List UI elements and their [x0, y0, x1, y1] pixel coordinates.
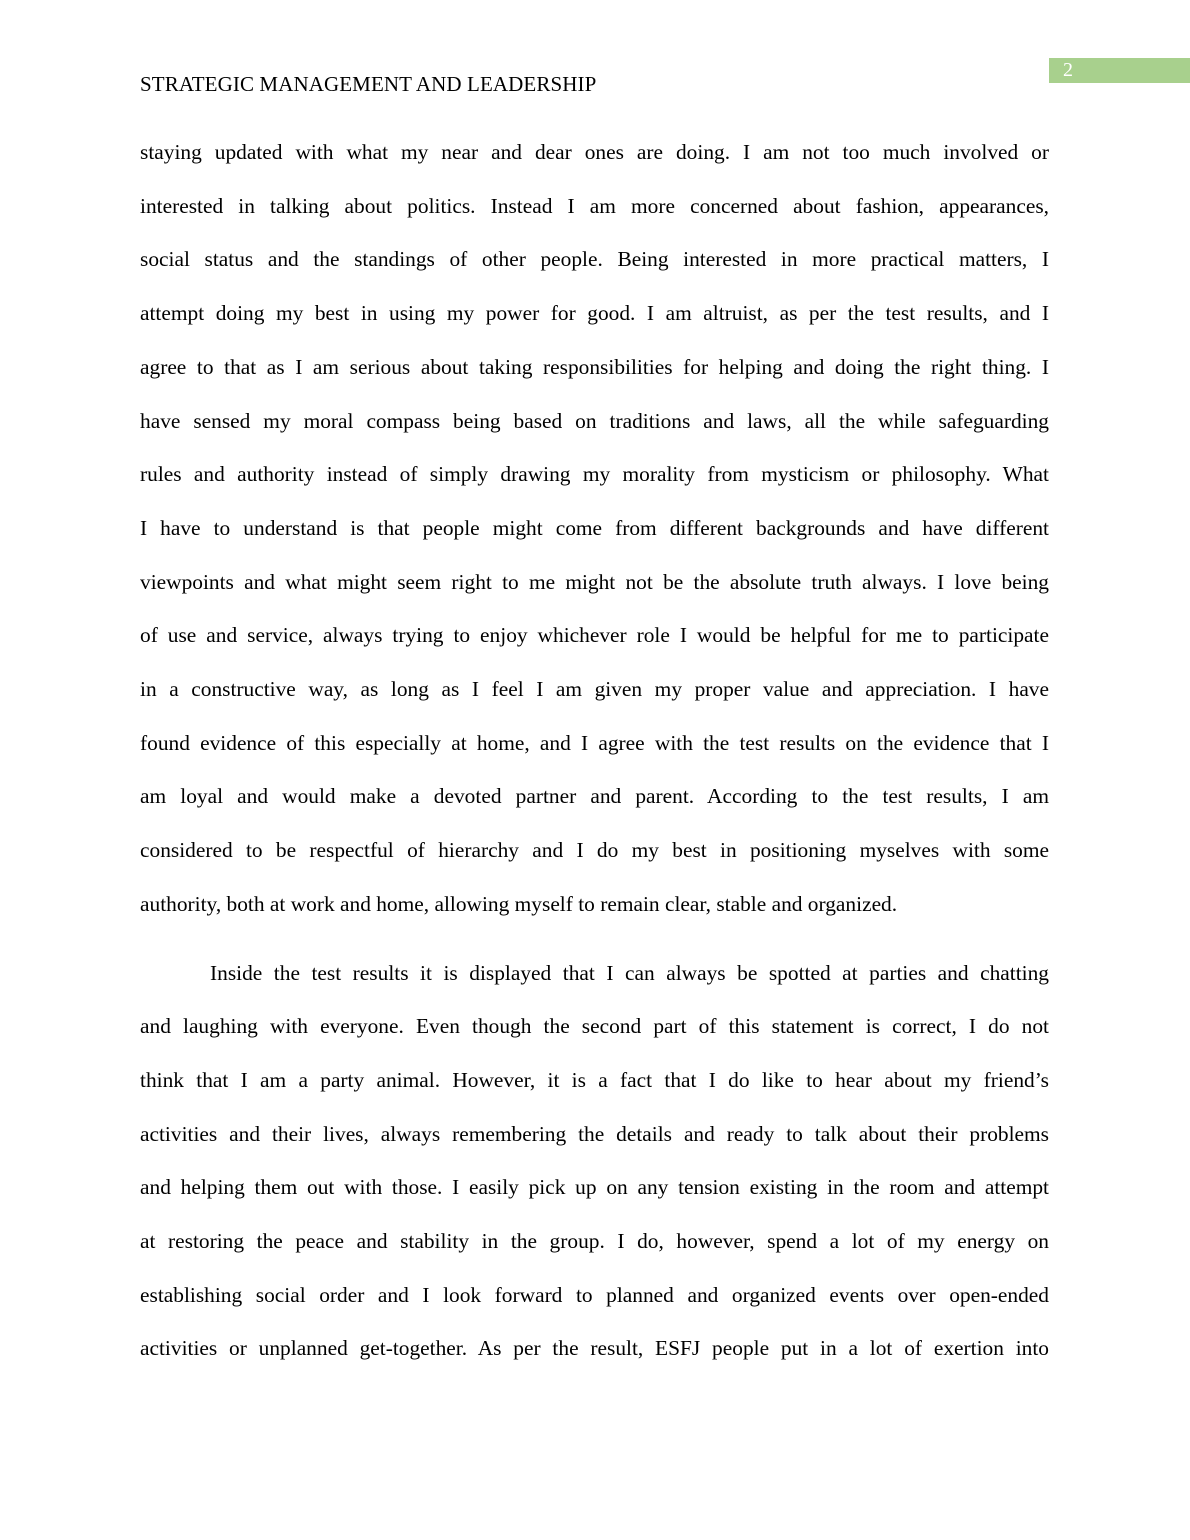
text-line: Inside the test results it is displayed that I can always be spotted at parties and chatting: [210, 960, 1049, 985]
paragraph-spacer: [140, 932, 1049, 947]
text-line: authority, both at work and home, allowing myself to remain clear, stable and organized.: [140, 891, 898, 916]
paragraph-1: [140, 126, 1049, 932]
text-line: activities and their lives, always remembering the details and ready to talk about their problems: [140, 1121, 1049, 1146]
text-line: social status and the standings of other people. Being interested in more practical matters, I: [140, 247, 1049, 272]
text-line: am loyal and would make a devoted partner and parent. According to the test results, I am: [140, 784, 1049, 809]
text-line: at restoring the peace and stability in the group. I do, however, spend a lot of my energy on: [140, 1229, 1049, 1254]
text-line-indented: [140, 947, 1049, 1001]
text-line: attempt doing my best in using my power for good. I am altruist, as per the test results, and I: [140, 301, 1049, 326]
text-line: and helping them out with those. I easily pick up on any tension existing in the room and attempt: [140, 1175, 1049, 1200]
text-line: and laughing with everyone. Even though the second part of this statement is correct, I do not: [140, 1014, 1049, 1039]
text-line: found evidence of this especially at home, and I agree with the test results on the evidence that I: [140, 730, 1049, 755]
text-line: in a constructive way, as long as I feel I am given my proper value and appreciation. I have: [140, 677, 1049, 702]
text-line: agree to that as I am serious about taking responsibilities for helping and doing the right thing. I: [140, 354, 1049, 379]
page-number-badge: [1049, 58, 1190, 83]
text-line: think that I am a party animal. However, it is a fact that I do like to hear about my friend’s: [140, 1067, 1049, 1092]
text-line: activities or unplanned get-together. As per the result, ESFJ people put in a lot of exertion into: [140, 1336, 1049, 1361]
text-line: have sensed my moral compass being based on traditions and laws, all the while safeguarding: [140, 408, 1049, 433]
text-line: of use and service, always trying to enjoy whichever role I would be helpful for me to participate: [140, 623, 1049, 648]
document-body: [140, 126, 1049, 1376]
running-head: STRATEGIC MANAGEMENT AND LEADERSHIP: [140, 72, 597, 96]
text-line: establishing social order and I look forward to planned and organized events over open-ended: [140, 1282, 1049, 1307]
text-line: I have to understand is that people might come from different backgrounds and have different: [140, 515, 1049, 540]
text-line: considered to be respectful of hierarchy and I do my best in positioning myselves with some: [140, 838, 1049, 863]
text-line: interested in talking about politics. Instead I am more concerned about fashion, appearances,: [140, 193, 1049, 218]
text-line: staying updated with what my near and dear ones are doing. I am not too much involved or: [140, 140, 1049, 164]
page-number: 2: [1063, 59, 1073, 81]
text-line: rules and authority instead of simply drawing my morality from mysticism or philosophy. What: [140, 462, 1049, 487]
paragraph-2: [140, 947, 1049, 1377]
text-line: viewpoints and what might seem right to me might not be the absolute truth always. I love being: [140, 569, 1049, 594]
